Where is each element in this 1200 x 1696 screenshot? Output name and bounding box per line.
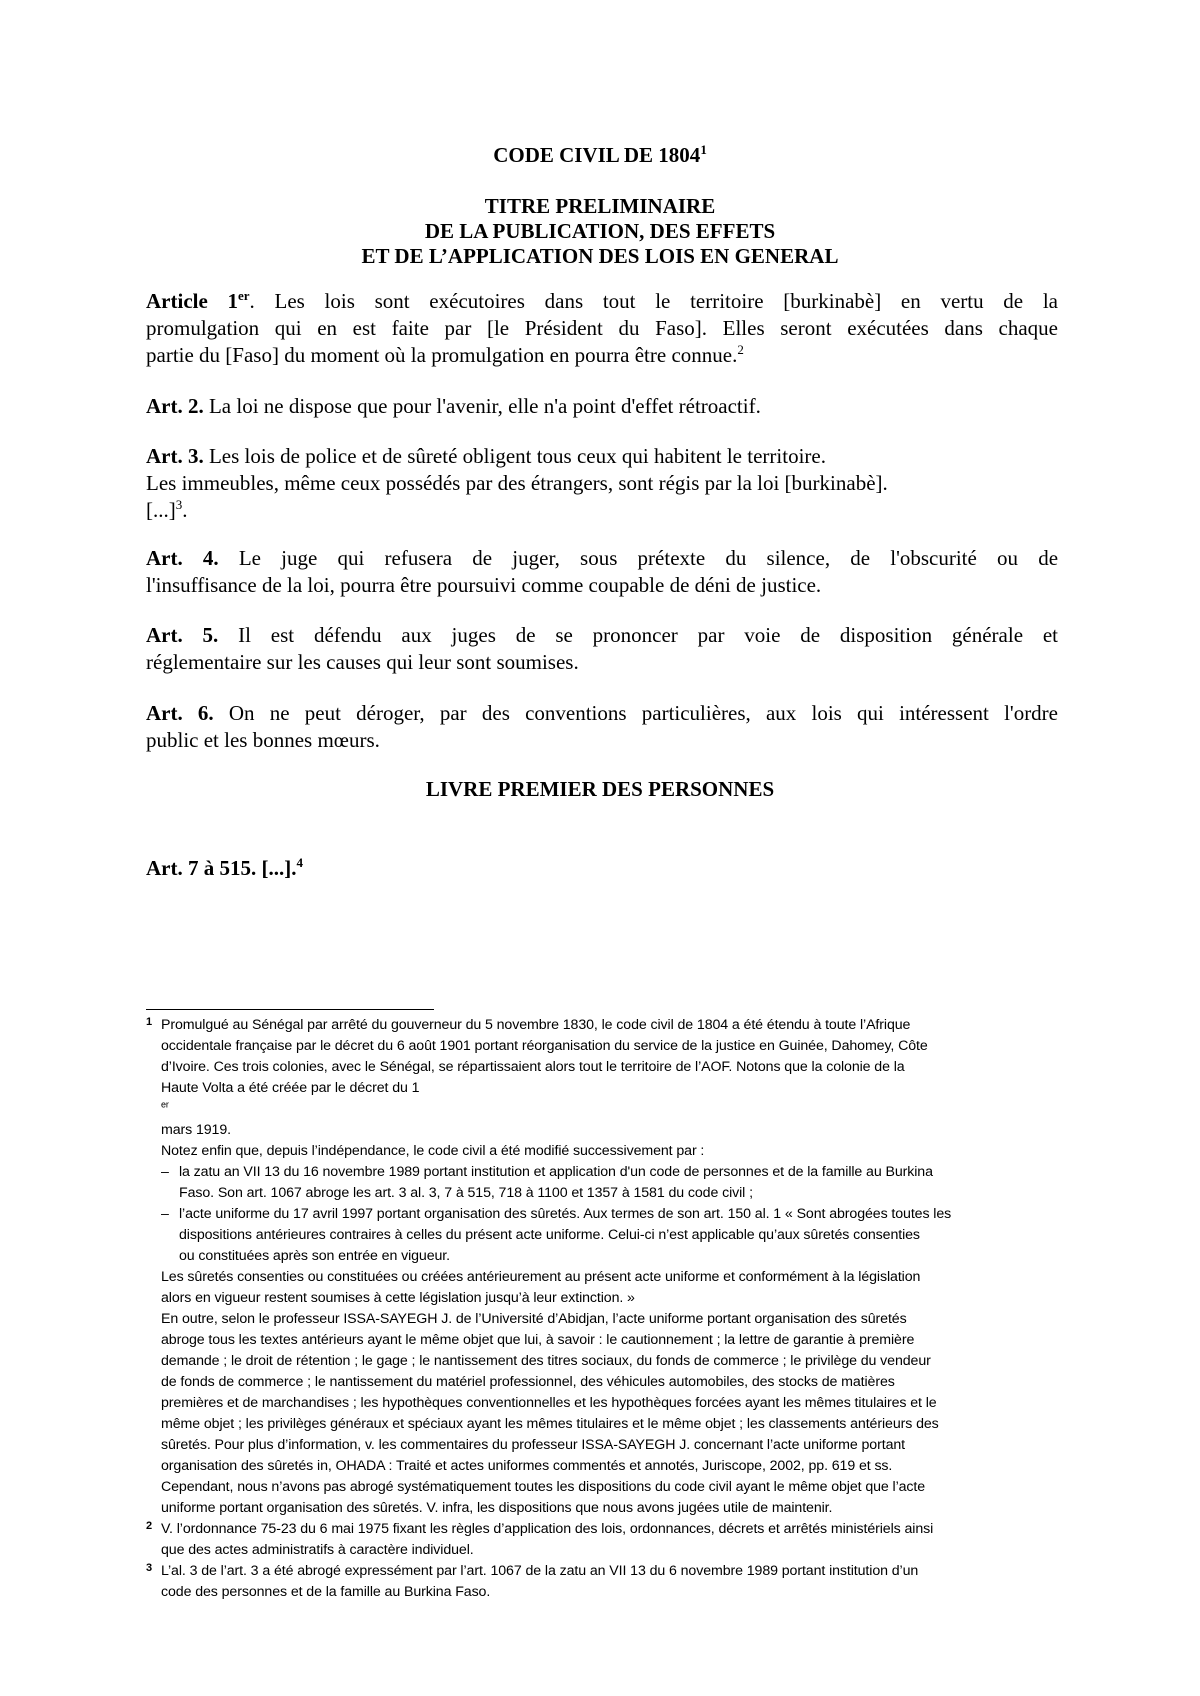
article-4-label: Art. 4. <box>146 546 219 570</box>
article-4: Art. 4. Le juge qui refusera de juger, sous prétexte du silence, de l'obscurité ou de l'insuffisance de la loi, pourra être poursuivi comme coupable de déni de justice. <box>146 546 1059 597</box>
main-title: CODE CIVIL DE 1804$^1$ <box>493 142 707 167</box>
footnotes <box>146 1015 1058 1603</box>
subtitle-line-2: DE LA PUBLICATION, DES EFFETS <box>424 219 776 243</box>
footnote-separator <box>146 1009 434 1010</box>
article-7-label: Art. 7 à 515. [...].$^4$ <box>146 855 303 880</box>
article-7-515 <box>146 855 1058 882</box>
footnote-1: 1 Promulgué au Sénégal par arrêté du gouverneur du 5 novembre 1830, le code civil de 1804 a été étendu à toute l’Afrique occidentale française par le décret du 6 août 1901 portant réorganisation du service de la justice en Guinée, Dahomey, Côte d’Ivoire. Ces trois colonies, avec le Sénégal, se répartissaient alors tout le territoire de l’AOF. Notons que la colonie de la Haute Volta a été créée par le décret du 1 $^{er}$ mars 1919. Notez enfin que, depuis l’indépendance, le code civil a été modifié successivement par : <box>146 1016 928 1159</box>
footnote-ref-3[interactable]: 3 <box>175 497 183 512</box>
book-title: LIVRE PREMIER DES PERSONNES <box>425 777 775 801</box>
footnote-ref-2[interactable]: 2 <box>737 342 744 357</box>
article-2: Art. 2. La loi ne dispose que pour l'avenir, elle n'a point d'effet rétroactif. <box>146 394 761 418</box>
article-3-label: Art. 3. <box>146 444 204 468</box>
article-6-label: Art. 6. <box>146 701 214 725</box>
article-2-label: Art. 2. <box>146 394 204 418</box>
subtitle-line-3: ET DE L’APPLICATION DES LOIS EN GENERAL <box>361 244 839 268</box>
footnote-ref-1[interactable]: 1 <box>700 142 707 157</box>
article-5: Art. 5. Il est défendu aux juges de se prononcer par voie de disposition générale et réglementaire sur les causes qui leur sont soumises. <box>146 623 1058 674</box>
subtitle-line-1: TITRE PRELIMINAIRE <box>484 194 716 218</box>
article-5-label: Art. 5. <box>146 623 219 647</box>
article-3: Art. 3. Les lois de police et de sûreté obligent tous ceux qui habitent le territoire. Les immeubles, même ceux possédés par des étrangers, sont régis par la loi [burkinabè]. [...]$^3$. <box>146 444 888 522</box>
footnote-ref-4[interactable]: 4 <box>296 855 303 870</box>
article-1: Article 1er. Les lois sont exécutoires dans tout le territoire [burkinabè] en vertu de la promulgation qui en est faite par [le Président du Faso]. Elles seront exécutées dans chaque partie du [Faso] du moment où la promulgation en pourra être connue.$^2$ <box>146 288 1058 367</box>
footnote-1-para-3: En outre, selon le professeur ISSA-SAYEGH J. de l’Université d’Abidjan, l’acte uniforme portant organisation des sûretés abroge tous les textes antérieurs ayant le même objet que lui, à savoir : le cautionnement ; la lettre de garantie à première demande ; le droit de rétention ; le gage ; le nantissement des titres sociaux, du fonds de commerce ; le privilège du vendeur de fonds de commerce ; le nantissement du matériel professionnel, des véhicules automobiles, des stocks de matières premières et de marchandises ; les hypothèques conventionnelles et les hypothèques forcées ayant les mêmes titulaires et le même objet ; les privilèges généraux et spéciaux ayant les mêmes titulaires et le même objet ; les classements antérieurs des sûretés. Pour plus d’information, v. les commentaires du professeur ISSA-SAYEGH J. concernant l’acte uniforme portant organisation des sûretés in, OHADA : Traité et actes uniformes commentés et annotés, Juriscope, 2002, pp. 619 et ss. Cependant, nous n’avons pas abrogé systématiquement toutes les dispositions du code civil ayant le même objet que l’acte uniforme portant organisation des sûretés. V. infra, les dispositions que nous avons jugées utile de maintenir. <box>161 1311 939 1516</box>
article-1-label: Article 1er <box>146 288 250 313</box>
article-6: Art. 6. On ne peut déroger, par des conventions particulières, aux lois qui intéressent l'ordre public et les bonnes mœurs. <box>146 701 1058 752</box>
footnote-2: 2 V. l’ordonnance 75-23 du 6 mai 1975 fixant les règles d’application des lois, ordonnances, décrets et arrêtés ministériels ainsi que des actes administratifs à caractère individuel. <box>146 1520 934 1558</box>
footnote-1-dash-1: – la zatu an VII 13 du 16 novembre 1989 portant institution et application d'un code de personnes et de la famille au Burkina Faso. Son art. 1067 abroge les art. 3 al. 3, 7 à 515, 718 à 1100 et 1357 à 1581 du code civil ; <box>161 1164 933 1201</box>
footnote-3: 3 L’al. 3 de l’art. 3 a été abrogé expressément par l’art. 1067 de la zatu an VII 13 du 6 novembre 1989 portant institution d’un code des personnes et de la famille au Burkina Faso. <box>146 1562 919 1600</box>
footnote-1-dash-2: – l’acte uniforme du 17 avril 1997 portant organisation des sûretés. Aux termes de son art. 150 al. 1 « Sont abrogées toutes les dispositions antérieures contraires à celles du présent acte uniforme. Celui-ci n’est applicable qu’aux sûretés consenties ou constituées après son entrée en vigueur. <box>161 1206 952 1264</box>
footnote-1-para-2: Les sûretés consenties ou constituées ou créées antérieurement au présent acte uniforme et conformément à la législation alors en vigueur restent soumises à cette législation jusqu’à leur extinction. » <box>161 1269 921 1306</box>
